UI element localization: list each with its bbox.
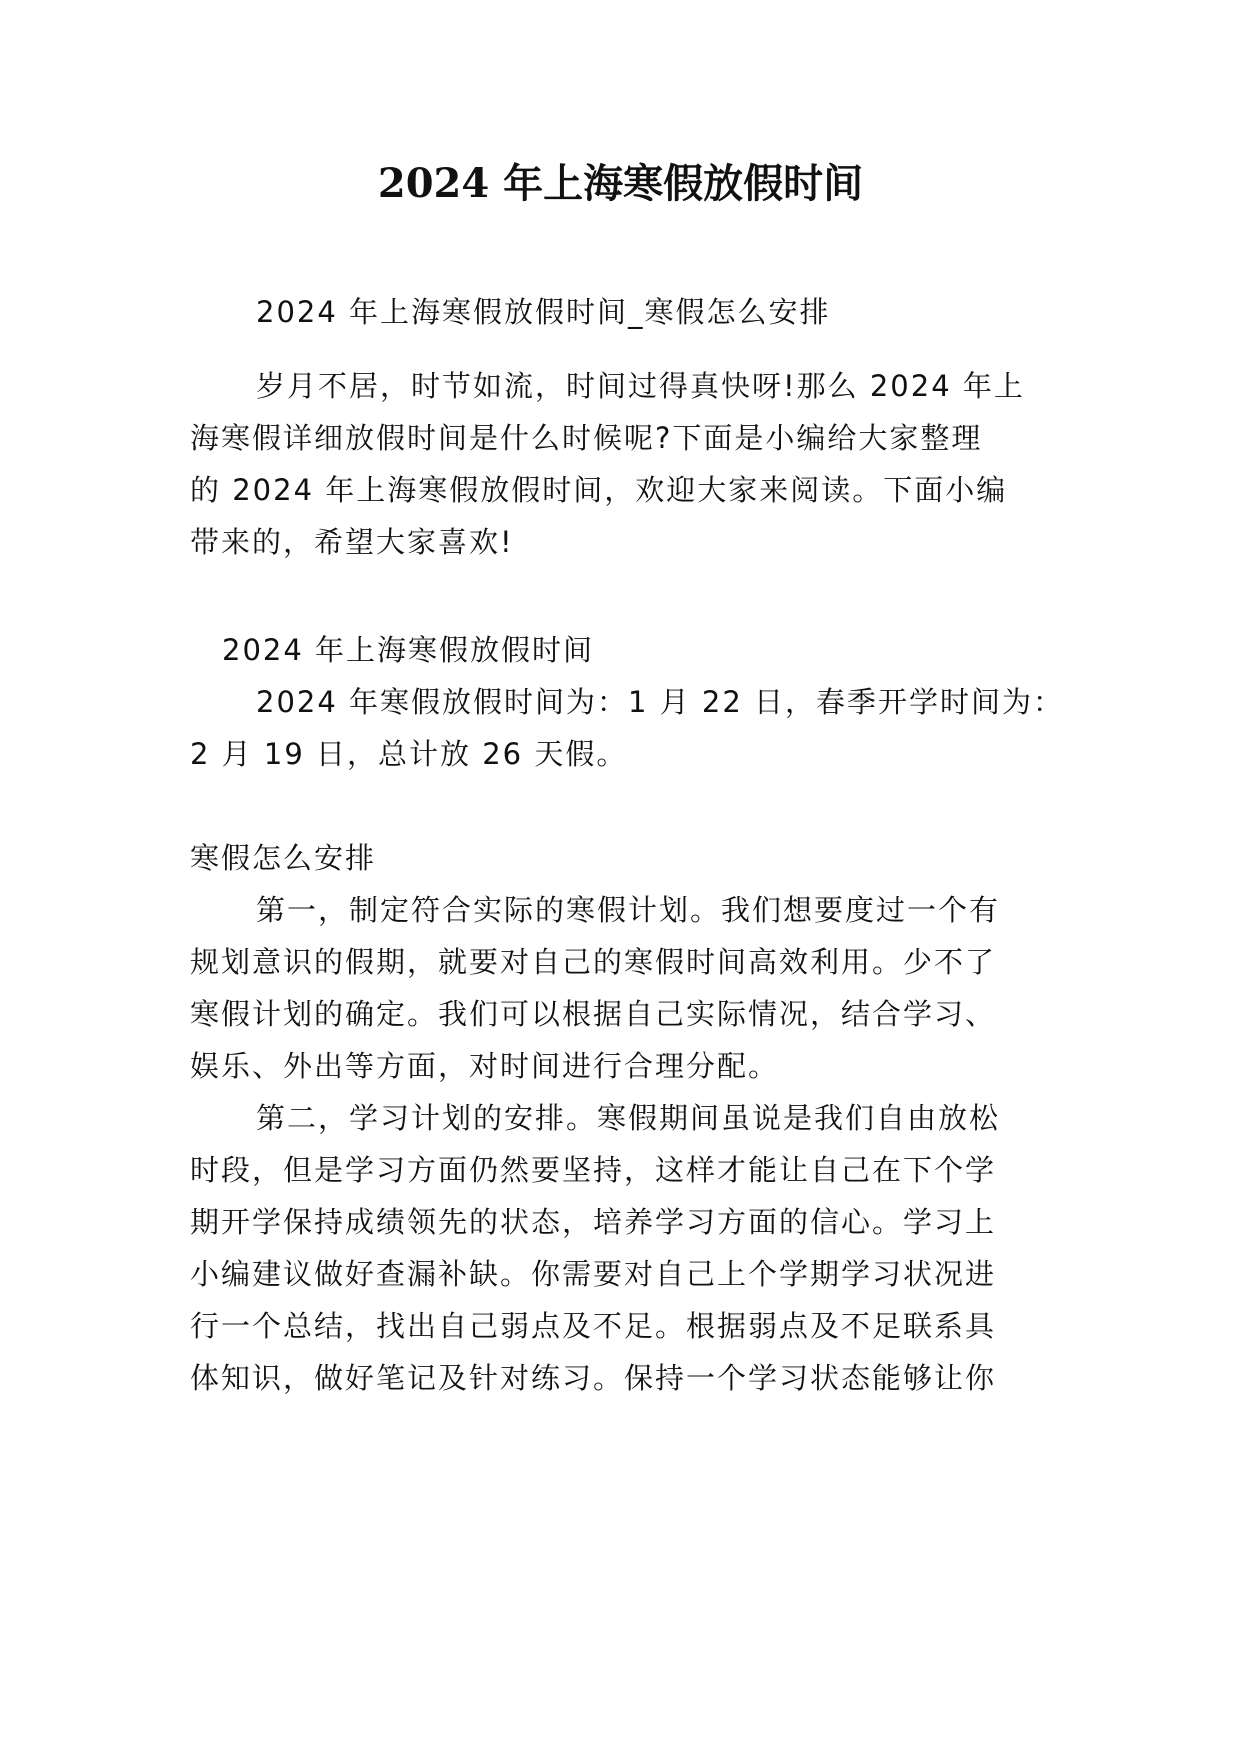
section1-heading: 2024 年上海寒假放假时间 xyxy=(222,633,595,667)
point2-line-2: 时段，但是学习方面仍然要坚持，这样才能让自己在下个学 xyxy=(190,1153,997,1187)
section2-heading: 寒假怎么安排 xyxy=(190,841,377,875)
document-subtitle: 2024 年上海寒假放假时间_寒假怎么安排 xyxy=(256,295,831,329)
document-title: 2024 年上海寒假放假时间 xyxy=(377,160,864,207)
point1-line-3: 寒假计划的确定。我们可以根据自己实际情况，结合学习、 xyxy=(190,997,997,1031)
point2-line-1: 第二，学习计划的安排。寒假期间虽说是我们自由放松 xyxy=(256,1101,1001,1135)
section1-body-line-1: 2024 年寒假放假时间为：1 月 22 日，春季开学时间为： xyxy=(256,685,1065,719)
intro-line-1: 岁月不居，时节如流，时间过得真快呀!那么 2024 年上 xyxy=(256,369,1025,403)
intro-line-2: 海寒假详细放假时间是什么时候呢?下面是小编给大家整理 xyxy=(190,421,983,455)
intro-line-4: 带来的，希望大家喜欢! xyxy=(190,525,514,559)
point1-line-2: 规划意识的假期，就要对自己的寒假时间高效利用。少不了 xyxy=(190,945,997,979)
point2-line-3: 期开学保持成绩领先的状态，培养学习方面的信心。学习上 xyxy=(190,1205,997,1239)
point1-line-4: 娱乐、外出等方面，对时间进行合理分配。 xyxy=(190,1049,780,1083)
intro-line-3: 的 2024 年上海寒假放假时间，欢迎大家来阅读。下面小编 xyxy=(190,473,1008,507)
point2-line-5: 行一个总结，找出自己弱点及不足。根据弱点及不足联系具 xyxy=(190,1309,997,1343)
section1-body-line-2: 2 月 19 日，总计放 26 天假。 xyxy=(190,737,628,771)
point2-line-6: 体知识，做好笔记及针对练习。保持一个学习状态能够让你 xyxy=(190,1361,997,1395)
point1-line-1: 第一，制定符合实际的寒假计划。我们想要度过一个有 xyxy=(256,893,1001,927)
point2-line-4: 小编建议做好查漏补缺。你需要对自己上个学期学习状况进 xyxy=(190,1257,997,1291)
